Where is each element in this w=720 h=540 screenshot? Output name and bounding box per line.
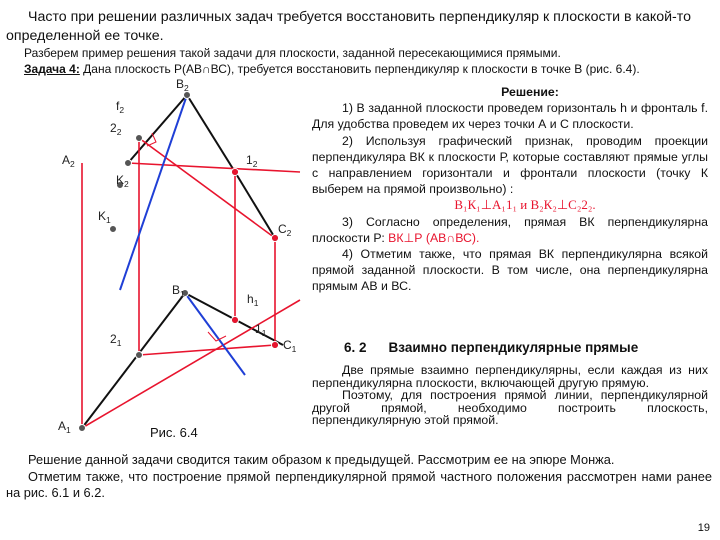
line-12-c2: [235, 172, 275, 238]
definition-block: [312, 364, 708, 427]
definition-p1: Две прямые взаимно перпендикулярны, если каждая из них перпендикулярна плоскости, включающей другую прямую.: [312, 363, 708, 390]
label-f2: $f_2$: [116, 99, 125, 115]
line-b1-a1: [82, 293, 185, 428]
point-k1: [110, 226, 117, 233]
step3-formula: ВК⊥Р (АВ∩ВС).: [388, 230, 480, 245]
f1-line: [139, 345, 275, 355]
label-11: $1_1$: [255, 322, 267, 338]
point-a1: [79, 425, 86, 432]
plane-lines: [82, 95, 283, 428]
example-line: Разберем пример решения такой задачи для плоскости, заданной пересекающимися прямыми.: [24, 46, 561, 60]
label-b2: $B_2$: [176, 77, 189, 93]
section-title: Взаимно перпендикулярные прямые: [388, 340, 639, 355]
figure-caption: Рис. 6.4: [150, 425, 198, 440]
solution-step-2: 2) Используя графический признак, проводим проекции перпендикуляра ВК к плоскости Р, которые составляют прямые углы с направлением горизонтали и фронтали плоскости (точку К выберем на прямой произвольно) :: [312, 133, 708, 197]
label-h1: $h_1$: [247, 292, 259, 308]
bottom-p1: Решение данной задачи сводится таким образом к предыдущей. Рассмотрим ее на эпюре Монжа.: [28, 452, 615, 467]
label-a1: $A_1$: [58, 419, 71, 435]
point-21: [136, 352, 143, 359]
label-21: $2_1$: [110, 332, 122, 348]
section-heading: [344, 340, 638, 355]
task-text: Дана плоскость Р(АВ∩ВС), требуется восстановить перпендикуляр к плоскости в точке В (рис. 6.4).: [79, 62, 640, 76]
point-a2: [125, 160, 132, 167]
task-label: Задача 4:: [24, 62, 80, 76]
definition-p2: Поэтому, для построения прямой линии, перпендикулярной другой прямой, необходимо построить плоскость, перпендикулярную этой прямой.: [312, 388, 708, 428]
label-22: $2_2$: [110, 121, 122, 137]
label-c1: $C_1$: [283, 338, 297, 354]
label-k2: $K_2$: [116, 173, 129, 189]
label-12: $1_2$: [246, 153, 258, 169]
h2-line: [128, 163, 300, 172]
label-k1: $K_1$: [98, 209, 111, 225]
bottom-text: [6, 452, 712, 502]
section-number: 6. 2: [344, 340, 367, 355]
points: [79, 92, 279, 432]
solution-step-1: 1) В заданной плоскости проведем горизонталь h и фронталь f. Для удобства проведем их через точки А и С плоскости.: [312, 101, 708, 132]
solution-formula: В₁К₁⊥А₁1₁ и В₂К₂⊥С₂2₂.: [454, 197, 596, 213]
label-b1: $B_1$: [172, 283, 185, 299]
bottom-p2: Отметим также, что построение прямой перпендикулярной прямой частного положения рассмотрен нами ранее на рис. 6.1 и 6.2.: [6, 468, 712, 501]
page-number: 19: [697, 522, 710, 534]
solution-block: [312, 84, 708, 295]
line-b2-a2: [128, 95, 187, 163]
intro-paragraph: Часто при решении различных задач требуется восстановить перпендикуляр к плоскости в какой-то определенной ее точке.: [6, 9, 692, 44]
line-b2-12: [187, 95, 235, 172]
h1-line: [82, 300, 300, 428]
point-22: [136, 135, 143, 142]
solution-step-3: 3) Согласно определения, прямая ВК перпендикулярна плоскости Р: ВК⊥Р (АВ∩ВС).: [312, 214, 708, 245]
label-c2: $C_2$: [278, 222, 292, 238]
f2-line: [139, 138, 275, 238]
solution-step-4: 4) Отметим также, что прямая ВК перпендикулярна всякой прямой заданной плоскости. В том числе, она перпендикулярна прямым АВ и ВС.: [312, 247, 708, 294]
figure-labels: [58, 77, 297, 435]
solution-title: Решение:: [501, 85, 559, 99]
label-a2: $A_2$: [62, 153, 75, 169]
b2k2-line: [120, 95, 187, 290]
